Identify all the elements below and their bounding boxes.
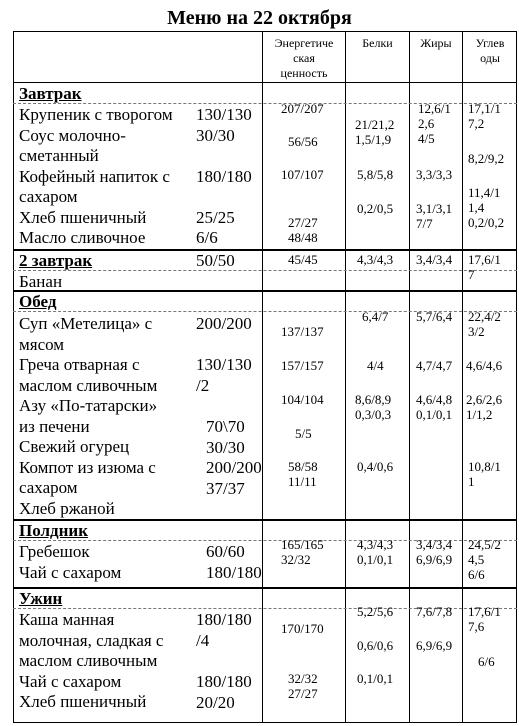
section-dinner: Ужин [19, 589, 63, 608]
lunch-weights: 70\70 30/30 200/200 37/37 [206, 417, 262, 498]
dinner-protein: 5,2/5,6 [357, 604, 394, 619]
column-divider [262, 31, 263, 723]
breakfast-carbs: 17,1/1 7,2 [468, 101, 501, 131]
second-breakfast-carbs: 17,6/1 7 [468, 252, 501, 282]
snack-dishes: Гребешок Чай с сахаром [19, 542, 122, 582]
breakfast-protein: 5,8/5,8 [357, 167, 394, 182]
lunch-fat: 4,6/4,8 0,1/0,1 [416, 392, 453, 422]
breakfast-protein: 0,2/0,5 [357, 201, 394, 216]
snack-carbs: 24,5/2 4,5 6/6 [468, 537, 501, 582]
breakfast-fat: 12,6/1 2,6 4/5 [418, 101, 451, 146]
lunch-dishes: Суп «Метелица» с мясом Греча отварная с маслом сливочным Азу «По-татарски» из печени Свежий огурец Компот из изюма с сахаром Хлеб ржаной [19, 314, 158, 518]
lunch-fat: 4,7/4,7 [416, 358, 453, 373]
dinner-carbs: 6/6 [478, 654, 495, 669]
section-lunch: Обед [19, 292, 57, 311]
lunch-carbs: 4,6/4,6 [466, 358, 503, 373]
column-divider [462, 31, 463, 723]
lunch-carbs: 10,8/1 1 [468, 459, 501, 489]
section-snack: Полдник [19, 521, 89, 540]
breakfast-weights: 130/130 30/30 180/180 25/25 6/6 [196, 105, 252, 247]
column-divider [409, 31, 410, 723]
lunch-protein: 0,4/0,6 [357, 459, 394, 474]
dinner-weights: 180/180 20/20 [196, 672, 252, 712]
second-breakfast-dishes: Банан [19, 272, 63, 291]
second-breakfast-weights: 50/50 [196, 251, 235, 270]
lunch-energy: 58/58 11/11 [288, 459, 318, 489]
dinner-protein: 0,1/0,1 [357, 671, 394, 686]
breakfast-fat: 3,1/3,1 7/7 [416, 201, 453, 231]
breakfast-energy: 56/56 [288, 134, 318, 149]
dinner-dishes: Каша манная молочная, сладкая с маслом сливочным Чай с сахаром Хлеб пшеничный [19, 610, 164, 711]
lunch-carbs: 22,4/2 3/2 [468, 309, 501, 339]
second-breakfast-protein: 4,3/4,3 [357, 252, 394, 267]
header-fat: Жиры [420, 36, 452, 50]
section-breakfast: Завтрак [19, 84, 82, 103]
header-energy: Энергетиче ская ценность [274, 36, 334, 80]
dinner-weights: 180/180 /4 [196, 610, 252, 650]
breakfast-dishes: Крупеник с творогом Соус молочно- сметанный Кофейный напиток с сахаром Хлеб пшеничный Масло сливочное [19, 105, 173, 247]
dinner-fat: 6,9/6,9 [416, 638, 453, 653]
header-carbs: Углев оды [475, 36, 505, 65]
breakfast-carbs: 8,2/9,2 [468, 151, 505, 166]
lunch-energy: 137/137 [281, 324, 324, 339]
breakfast-energy: 107/107 [281, 167, 324, 182]
lunch-carbs: 2,6/2,6 1/1,2 [466, 392, 503, 422]
second-breakfast-energy: 45/45 [288, 252, 318, 267]
lunch-weights: 130/130 /2 [196, 355, 252, 395]
lunch-protein: 8,6/8,9 0,3/0,3 [355, 392, 392, 422]
page-title: Меню на 22 октября [167, 7, 352, 29]
snack-weights: 60/60 180/180 [206, 542, 262, 582]
lunch-fat: 5,7/6,4 [416, 309, 453, 324]
header-protein: Белки [362, 36, 393, 50]
row-divider [13, 587, 517, 589]
row-divider [13, 82, 517, 83]
row-divider [13, 290, 517, 292]
lunch-protein: 4/4 [367, 358, 384, 373]
column-divider [345, 31, 346, 723]
lunch-energy: 157/157 [281, 358, 324, 373]
snack-energy: 165/165 32/32 [281, 537, 324, 567]
breakfast-energy: 207/207 [281, 101, 324, 116]
lunch-energy: 5/5 [295, 426, 312, 441]
breakfast-energy: 27/27 48/48 [288, 215, 318, 245]
section-second-breakfast: 2 завтрак [19, 251, 93, 270]
second-breakfast-fat: 3,4/3,4 [416, 252, 453, 267]
snack-protein: 4,3/4,3 0,1/0,1 [357, 537, 394, 567]
lunch-protein: 6,4/7 [362, 309, 389, 324]
breakfast-carbs: 11,4/1 1,4 0,2/0,2 [468, 185, 505, 230]
breakfast-protein: 21/21,2 1,5/1,9 [355, 117, 395, 147]
row-divider [13, 519, 517, 521]
snack-fat: 3,4/3,4 6,9/6,9 [416, 537, 453, 567]
dinner-energy: 170/170 [281, 621, 324, 636]
dinner-protein: 0,6/0,6 [357, 638, 394, 653]
dinner-energy: 32/32 27/27 [288, 671, 318, 701]
lunch-energy: 104/104 [281, 392, 324, 407]
dinner-fat: 7,6/7,8 [416, 604, 453, 619]
lunch-weights: 200/200 [196, 314, 252, 333]
breakfast-fat: 3,3/3,3 [416, 167, 453, 182]
dinner-carbs: 17,6/1 7,6 [468, 604, 501, 634]
